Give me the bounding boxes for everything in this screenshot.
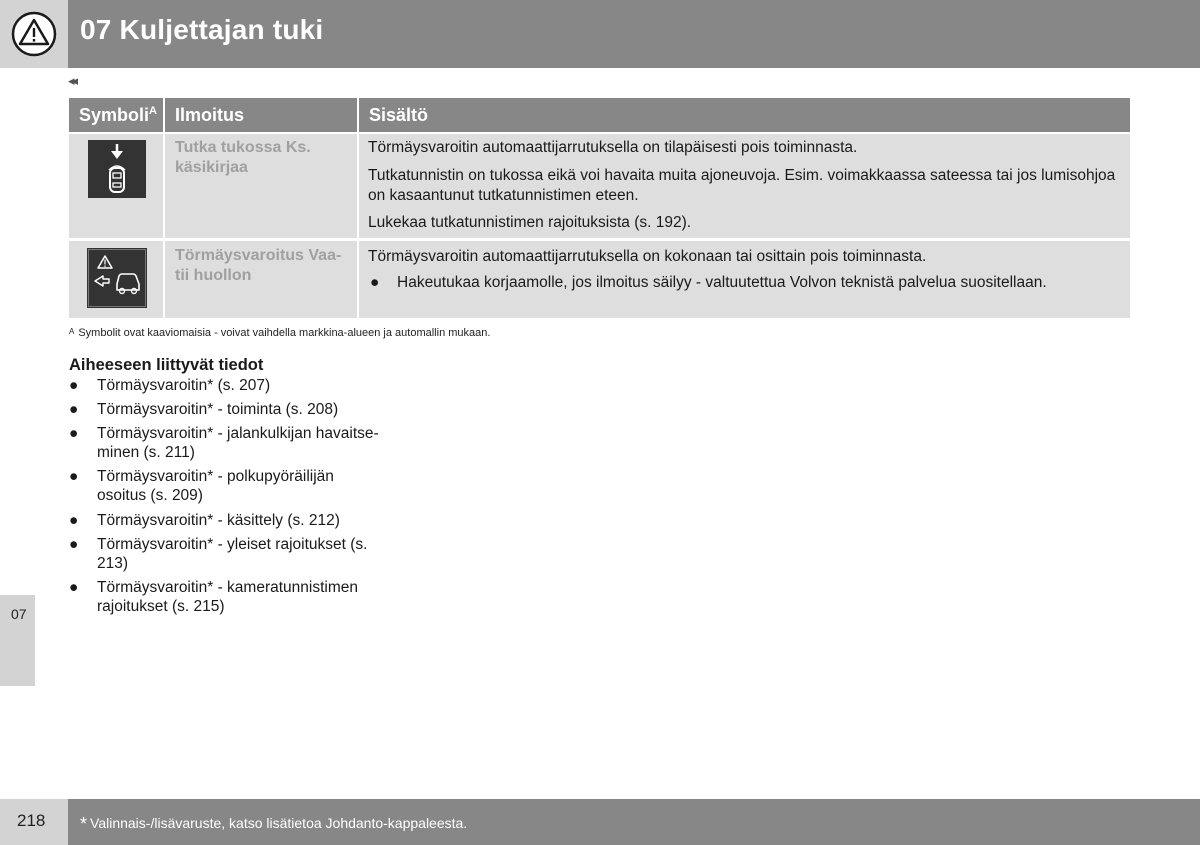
footer-note bbox=[80, 814, 467, 835]
warning-triangle-icon bbox=[11, 11, 57, 57]
table-header-content bbox=[359, 98, 1130, 132]
related-item-text: Törmäysvaroitin* - polkupyöräilijän osoitus (s. 209) bbox=[97, 468, 334, 504]
bullet-dot: ● bbox=[69, 425, 79, 442]
row1-paragraph-1: Törmäysvaroitin automaattijarrutuksella on tilapäisesti pois toiminnasta. bbox=[368, 139, 858, 156]
related-item-text: Törmäysvaroitin* - kameratunnistimen rajoitukset (s. 215) bbox=[97, 579, 359, 615]
related-item-text: Törmäysvaroitin* - käsittely (s. 212) bbox=[97, 512, 340, 529]
footer-note-text: Valinnais-/lisävaruste, katso lisätietoa Johdanto-kappaleesta. bbox=[90, 815, 468, 831]
radar-blocked-icon bbox=[88, 140, 146, 198]
page-title: 07 Kuljettajan tuki bbox=[80, 14, 324, 45]
back-navigation-icon[interactable]: ◂◂ bbox=[68, 73, 76, 88]
bullet-dot: ● bbox=[69, 512, 79, 529]
related-info-title: Aiheeseen liittyvät tiedot bbox=[69, 356, 264, 374]
row2-paragraph-1: Törmäysvaroitin automaattijarrutuksella on kokonaan tai osittain pois toiminnasta. bbox=[368, 248, 927, 265]
related-item-text: Törmäysvaroitin* - toiminta (s. 208) bbox=[97, 401, 339, 418]
table-header-symbol bbox=[69, 98, 163, 132]
chapter-icon-box bbox=[0, 0, 68, 68]
header-alert-label: Ilmoitus bbox=[175, 105, 245, 125]
bullet-dot: ● bbox=[69, 579, 79, 596]
bullet-dot: ● bbox=[69, 401, 79, 418]
bullet-dot: ● bbox=[69, 536, 79, 553]
row2-alert-text: Törmäysvaroitus Vaatii huollon bbox=[175, 247, 342, 284]
bullet-dot: ● bbox=[69, 377, 79, 394]
table-footnote bbox=[69, 327, 490, 339]
footnote-mark: A bbox=[69, 327, 75, 336]
header-content-label: Sisältö bbox=[369, 105, 429, 125]
bullet-dot: ● bbox=[69, 468, 79, 485]
collision-warning-service-icon bbox=[87, 248, 147, 308]
row1-paragraph-2: Tutkatunnistin on tukossa eikä voi havaita muita ajoneuvoja. Esim. voimakkaassa sateessa tai jos lumisohjoa on kasaantunut tutkatunnistimen eteen. bbox=[368, 167, 1116, 204]
footer-star: * bbox=[80, 814, 88, 834]
header-symbol-label: Symboli bbox=[79, 105, 150, 125]
related-item-text: Törmäysvaroitin* (s. 207) bbox=[97, 377, 271, 394]
related-item-text: Törmäysvaroitin* - yleiset rajoitukset (s. 213) bbox=[97, 536, 368, 572]
chapter-side-tab-label: 07 bbox=[11, 606, 27, 622]
related-item-text: Törmäysvaroitin* - jalankulkijan havaitseminen (s. 211) bbox=[97, 425, 379, 461]
header-symbol-sup: A bbox=[149, 105, 157, 117]
footnote-text: Symbolit ovat kaaviomaisia - voivat vaihdella markkina-alueen ja automallin mukaan. bbox=[78, 327, 491, 339]
row2-bullet-text: Hakeutukaa korjaamolle, jos ilmoitus säilyy - valtuutettua Volvon teknistä palvelua suositellaan. bbox=[397, 274, 1047, 291]
page-number: 218 bbox=[17, 811, 46, 830]
table-header-alert bbox=[165, 98, 357, 132]
row1-alert-text: Tutka tukossa Ks. käsikirjaa bbox=[175, 139, 311, 176]
row1-paragraph-3: Lukekaa tutkatunnistimen rajoituksista (s. 192). bbox=[368, 214, 692, 231]
row2-bullet-dot: ● bbox=[370, 274, 380, 291]
